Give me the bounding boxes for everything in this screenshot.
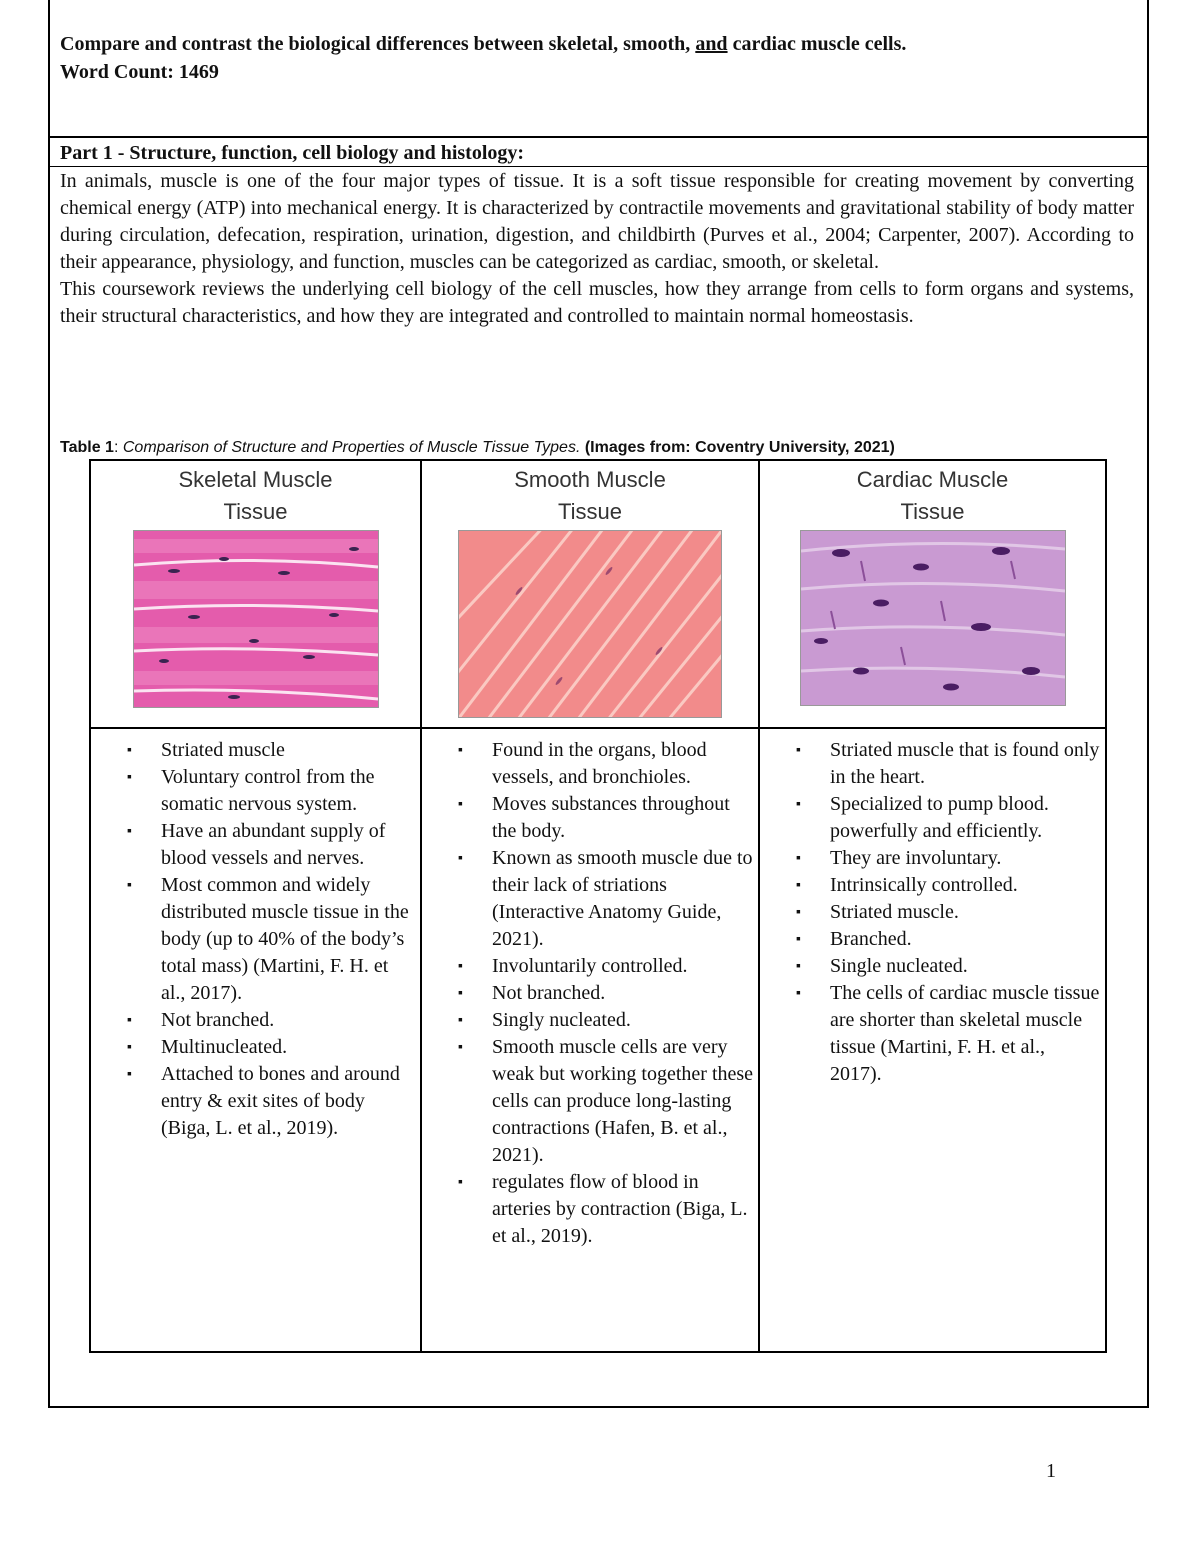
properties-row [90,728,1106,1352]
smooth-title: Smooth Muscle Tissue [514,467,666,524]
caption-label: Table 1 [60,439,114,456]
list-item: ▪ Singly nucleated. [422,1007,754,1034]
list-item: ▪ Striated muscle [91,737,416,764]
list-item: ▪ Intrinsically controlled. [760,872,1101,899]
list-item: ▪ Striated muscle that is found only in the heart. [760,737,1101,791]
list-item: ▪ Most common and widely distributed muscle tissue in the body (up to 40% of the body’s total mass) (Martini, F. H. et al., 2017). [91,872,416,1007]
smooth-properties-list [422,737,758,1250]
list-item: ▪ regulates flow of blood in arteries by contraction (Biga, L. et al., 2019). [422,1169,754,1250]
word-count: Word Count: 1469 [60,61,219,83]
smooth-header-cell [421,460,759,728]
list-item: ▪ Voluntary control from the somatic nervous system. [91,764,416,818]
list-item: ▪ Attached to bones and around entry & exit sites of body (Biga, L. et al., 2019). [91,1061,416,1142]
list-item: ▪ Moves substances throughout the body. [422,791,754,845]
part1-title: Part 1 - Structure, function, cell biology and histology: [60,142,525,164]
smooth-muscle-image [458,530,722,718]
underlined-and: and [695,33,728,55]
page-number: 1 [1046,1460,1056,1482]
image-row [90,460,1106,728]
cardiac-properties-cell [759,728,1106,1352]
document-header [60,30,906,86]
skeletal-header-cell [90,460,421,728]
intro-text [60,168,1134,330]
cardiac-properties-list [760,737,1105,1088]
list-item: ▪ Striated muscle. [760,899,1101,926]
header-divider [48,136,1147,138]
smooth-properties-cell [421,728,759,1352]
list-item: ▪ Found in the organs, blood vessels, and bronchioles. [422,737,754,791]
caption-source: (Images from: Coventry University, 2021) [580,439,895,456]
intro-paragraph-2: This coursework reviews the underlying cell biology of the cell muscles, how they arrange from cells to form organs and systems, their structural characteristics, and how they are integrated and controlled to maintain normal homeostasis. [60,278,1134,327]
list-item: ▪ The cells of cardiac muscle tissue are shorter than skeletal muscle tissue (Martini, F. H. et al., 2017). [760,980,1101,1088]
list-item: ▪ Not branched. [422,980,754,1007]
skeletal-muscle-image [133,530,379,708]
list-item: ▪ They are involuntary. [760,845,1101,872]
list-item: ▪ Specialized to pump blood. powerfully and efficiently. [760,791,1101,845]
skeletal-properties-cell [90,728,421,1352]
skeletal-title: Skeletal Muscle Tissue [178,467,333,524]
cardiac-header-cell [759,460,1106,728]
list-item: ▪ Single nucleated. [760,953,1101,980]
muscle-comparison-table [89,459,1107,1353]
table-caption: Table 1: Comparison of Structure and Properties of Muscle Tissue Types. (Images from: Coventry University, 2021) [60,439,895,456]
intro-paragraph-1: In animals, muscle is one of the four major types of tissue. It is a soft tissue responsible for creating movement by converting chemical energy (ATP) into mechanical energy. It is characterized by contractile movements and gravitational stability of body matter during circulation, defecation, respiration, urination, digestion, and childbirth (Purves et al., 2004; Carpenter, 2007). According to their appearance, physiology, and function, muscles can be categorized as cardiac, smooth, or skeletal. [60,170,1134,273]
cardiac-title: Cardiac Muscle Tissue [856,467,1009,524]
list-item: ▪ Involuntarily controlled. [422,953,754,980]
list-item: ▪ Not branched. [91,1007,416,1034]
list-item: ▪ Smooth muscle cells are very weak but working together these cells can produce long-lasting contractions (Hafen, B. et al., 2021). [422,1034,754,1169]
part1-divider [48,166,1147,167]
caption-title: Comparison of Structure and Properties of Muscle Tissue Types. [122,439,581,456]
list-item: ▪ Known as smooth muscle due to their lack of striations (Interactive Anatomy Guide, 2021). [422,845,754,953]
list-item: ▪ Branched. [760,926,1101,953]
list-item: ▪ Multinucleated. [91,1034,416,1061]
skeletal-properties-list [91,737,420,1142]
list-item: ▪ Have an abundant supply of blood vessels and nerves. [91,818,416,872]
essay-title: Compare and contrast the biological differences between skeletal, smooth, and cardiac muscle cells. [60,33,907,55]
cardiac-muscle-image [800,530,1066,706]
